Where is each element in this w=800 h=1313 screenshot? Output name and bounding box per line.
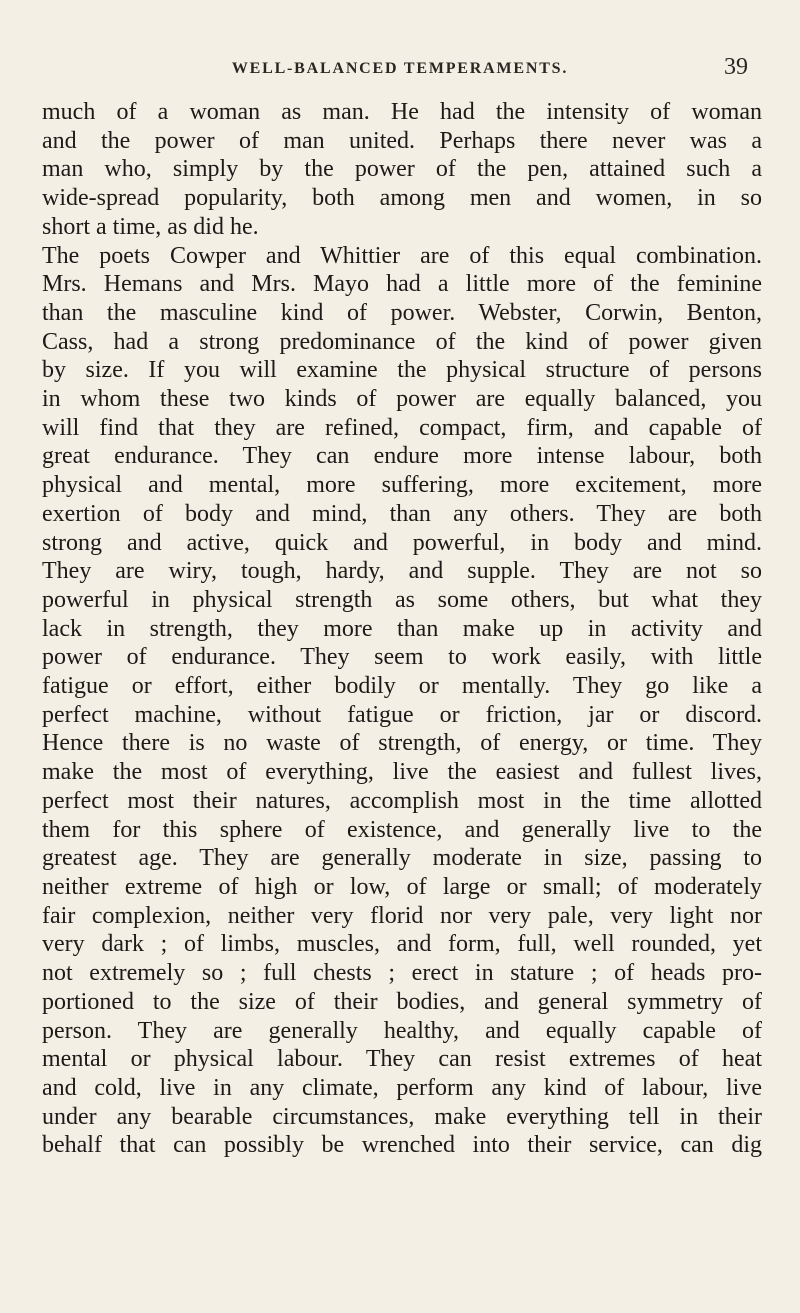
text-line: wide-spread popularity, both among men and women, in so [42,185,762,212]
body-text [42,98,762,1160]
text-line: Mrs. Hemans and Mrs. Mayo had a little more of the feminine [42,271,762,298]
text-line: physical and mental, more suffering, more excitement, more [42,472,762,499]
text-line: Hence there is no waste of strength, of energy, or time. They [42,730,762,757]
page-number: 39 [724,54,748,80]
text-line: man who, simply by the power of the pen, attained such a [42,156,762,183]
text-line: in whom these two kinds of power are equally balanced, you [42,386,762,413]
text-line: mental or physical labour. They can resist extremes of heat [42,1046,762,1073]
text-line: They are wiry, tough, hardy, and supple. They are not so [42,558,762,585]
text-line: fair complexion, neither very florid nor very pale, very light nor [42,902,762,929]
text-line: lack in strength, they more than make up in activity and [42,615,762,642]
text-line: exertion of body and mind, than any others. They are both [42,500,762,527]
text-line: by size. If you will examine the physical structure of persons [42,357,762,384]
text-line: very dark ; of limbs, muscles, and form, full, well rounded, yet [42,931,762,958]
text-line: Cass, had a strong predominance of the kind of power given [42,328,762,355]
text-line: greatest age. They are generally moderate in size, passing to [42,845,762,872]
text-line: than the masculine kind of power. Webster, Corwin, Benton, [42,299,762,326]
text-line: them for this sphere of existence, and generally live to the [42,816,762,843]
text-line: short a time, as did he. [42,213,259,240]
text-line: The poets Cowper and Whittier are of this equal combination. [42,242,762,269]
text-line: power of endurance. They seem to work easily, with little [42,644,762,671]
text-line: powerful in physical strength as some others, but what they [42,586,762,613]
text-line: not extremely so ; full chests ; erect in stature ; of heads pro- [42,960,762,987]
text-line: will find that they are refined, compact, firm, and capable of [42,414,762,441]
text-line: great endurance. They can endure more intense labour, both [42,443,762,470]
text-line: perfect machine, without fatigue or friction, jar or discord. [42,701,762,728]
page-header [0,46,800,86]
text-line: under any bearable circumstances, make everything tell in their [42,1103,762,1130]
text-line: perfect most their natures, accomplish most in the time allotted [42,787,762,814]
text-line: strong and active, quick and powerful, in body and mind. [42,529,762,556]
text-line: fatigue or effort, either bodily or mentally. They go like a [42,673,762,700]
running-title: WELL-BALANCED TEMPERAMENTS. [231,60,569,77]
text-line: much of a woman as man. He had the intensity of woman [42,99,762,125]
text-line: make the most of everything, live the easiest and fullest lives, [42,759,762,786]
text-line: and cold, live in any climate, perform any kind of labour, live [42,1074,762,1101]
text-line: person. They are generally healthy, and equally capable of [42,1017,762,1044]
text-line: and the power of man united. Perhaps there never was a [42,127,762,154]
text-line: neither extreme of high or low, of large or small; of moderately [42,873,762,900]
text-line: behalf that can possibly be wrenched into their service, can dig [42,1132,762,1159]
text-line: portioned to the size of their bodies, and general symmetry of [42,988,762,1015]
